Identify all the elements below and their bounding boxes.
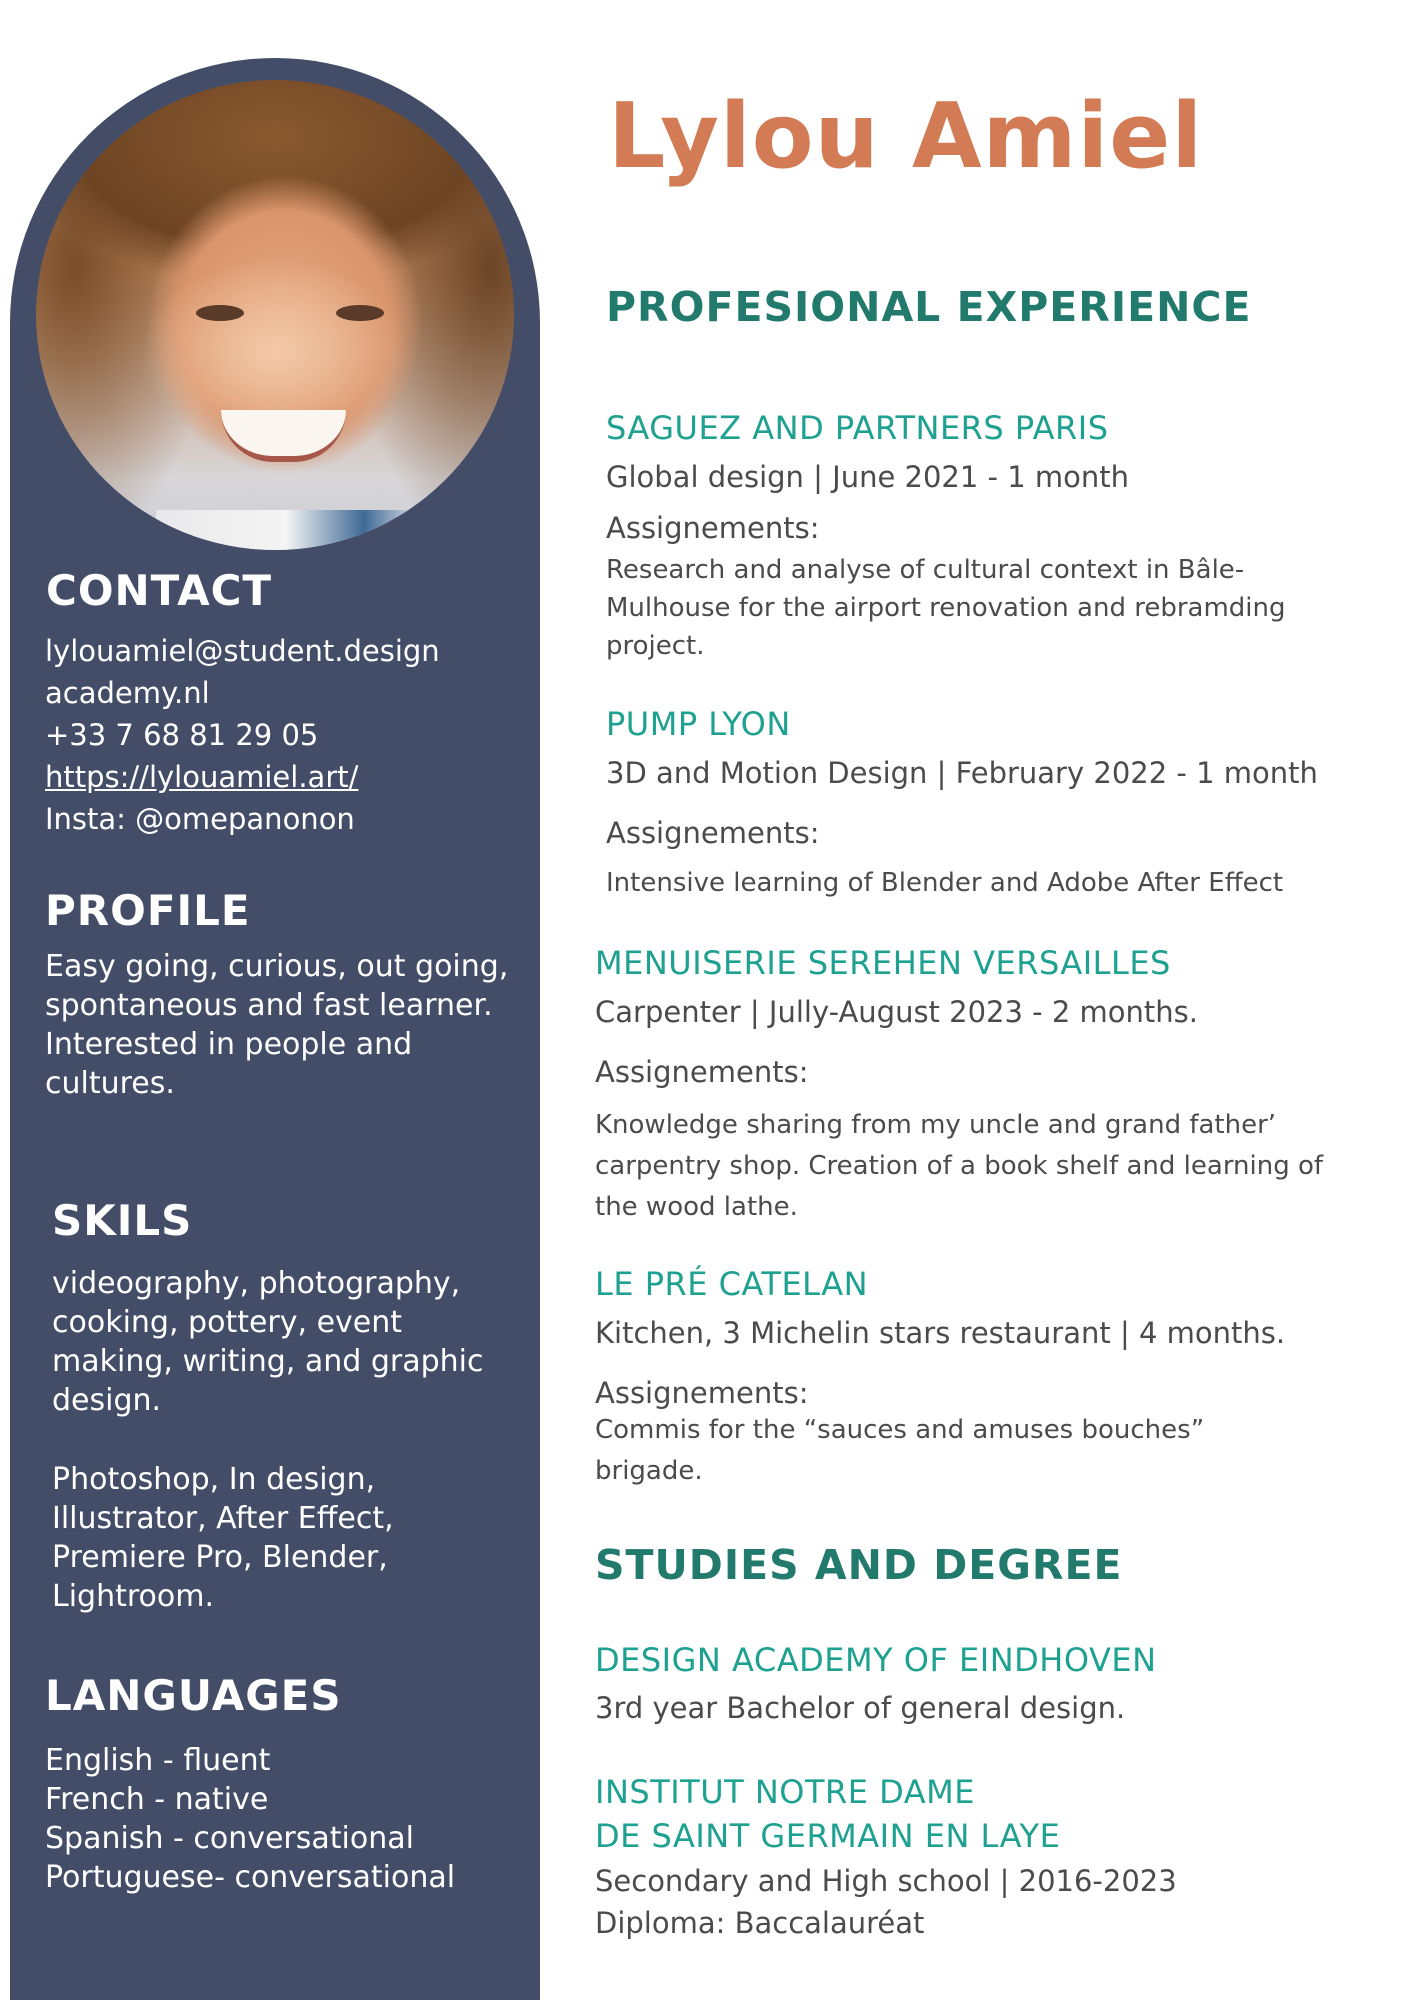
study-detail: Secondary and High school | 2016-2023 (595, 1864, 1177, 1898)
experience-entry (606, 705, 1366, 902)
study-title-line1: INSTITUT NOTRE DAME (595, 1773, 975, 1811)
experience-title: MENUISERIE SEREHEN VERSAILLES (595, 944, 1171, 982)
experience-sub: Kitchen, 3 Michelin stars restaurant | 4 months. (595, 1316, 1286, 1350)
contact-email-line1[interactable]: lylouamiel@student.design (45, 634, 440, 668)
photo-eye-left (196, 305, 244, 321)
studies-heading: STUDIES AND DEGREE (595, 1541, 1123, 1589)
study-entry (595, 1641, 1355, 1725)
profile-photo (36, 80, 514, 550)
experience-desc: Intensive learning of Blender and Adobe After Effect (606, 868, 1284, 898)
contact-website-link[interactable]: https://lylouamiel.art/ (45, 760, 359, 794)
experience-assign-label: Assignements: (595, 1055, 809, 1089)
experience-heading: PROFESIONAL EXPERIENCE (606, 283, 1252, 331)
study-title-line2: DE SAINT GERMAIN EN LAYE (595, 1817, 1061, 1855)
languages-list (45, 1741, 455, 1897)
contact-email-line2[interactable]: academy.nl (45, 676, 210, 710)
experience-entry (606, 409, 1366, 665)
experience-desc: Research and analyse of cultural context in Bâle-Mulhouse for the airport renovation and rebramding project. (606, 555, 1286, 661)
skills-heading: SKILS (52, 1196, 193, 1245)
language-item: Portuguese- conversational (45, 1860, 456, 1895)
study-entry (595, 1773, 1355, 1940)
experience-assign-label: Assignements: (595, 1376, 809, 1410)
experience-title: PUMP LYON (606, 705, 791, 743)
contact-heading: CONTACT (46, 566, 273, 615)
experience-sub: Carpenter | Jully-August 2023 - 2 months. (595, 995, 1198, 1029)
language-item: French - native (45, 1782, 269, 1817)
languages-heading: LANGUAGES (45, 1671, 342, 1720)
contact-phone: +33 7 68 81 29 05 (45, 718, 319, 752)
experience-assign-label: Assignements: (606, 816, 820, 850)
profile-heading: PROFILE (45, 886, 251, 935)
contact-list (45, 630, 440, 840)
experience-title: SAGUEZ AND PARTNERS PARIS (606, 409, 1109, 447)
experience-desc: Knowledge sharing from my uncle and grand father’ carpentry shop. Creation of a book shelf and learning of the wood lathe. (595, 1110, 1324, 1222)
experience-title: LE PRÉ CATELAN (595, 1265, 869, 1303)
person-name: Lylou Amiel (608, 84, 1204, 189)
experience-sub: Global design | June 2021 - 1 month (606, 460, 1130, 494)
contact-insta: Insta: @omepanonon (45, 802, 355, 836)
photo-smile (221, 410, 346, 462)
skills-text-general: videography, photography, cooking, pottery, event making, writing, and graphic design. (52, 1266, 484, 1418)
experience-entry (595, 944, 1355, 1228)
language-item: Spanish - conversational (45, 1821, 414, 1856)
experience-sub: 3D and Motion Design | February 2022 - 1 month (606, 756, 1318, 790)
skills-text-software: Photoshop, In design, Illustrator, After Effect, Premiere Pro, Blender, Lightroom. (52, 1462, 394, 1614)
experience-assign-label: Assignements: (606, 511, 820, 545)
experience-desc: Commis for the “sauces and amuses bouches” brigade. (595, 1415, 1205, 1486)
language-item: English - fluent (45, 1743, 271, 1778)
photo-shirt (156, 510, 416, 550)
study-diploma: Diploma: Baccalauréat (595, 1906, 925, 1940)
photo-eye-right (336, 305, 384, 321)
study-detail: 3rd year Bachelor of general design. (595, 1691, 1126, 1725)
profile-text: Easy going, curious, out going, spontaneous and fast learner. Interested in people and cultures. (45, 949, 509, 1101)
experience-entry (595, 1265, 1355, 1492)
study-title: DESIGN ACADEMY OF EINDHOVEN (595, 1641, 1157, 1679)
